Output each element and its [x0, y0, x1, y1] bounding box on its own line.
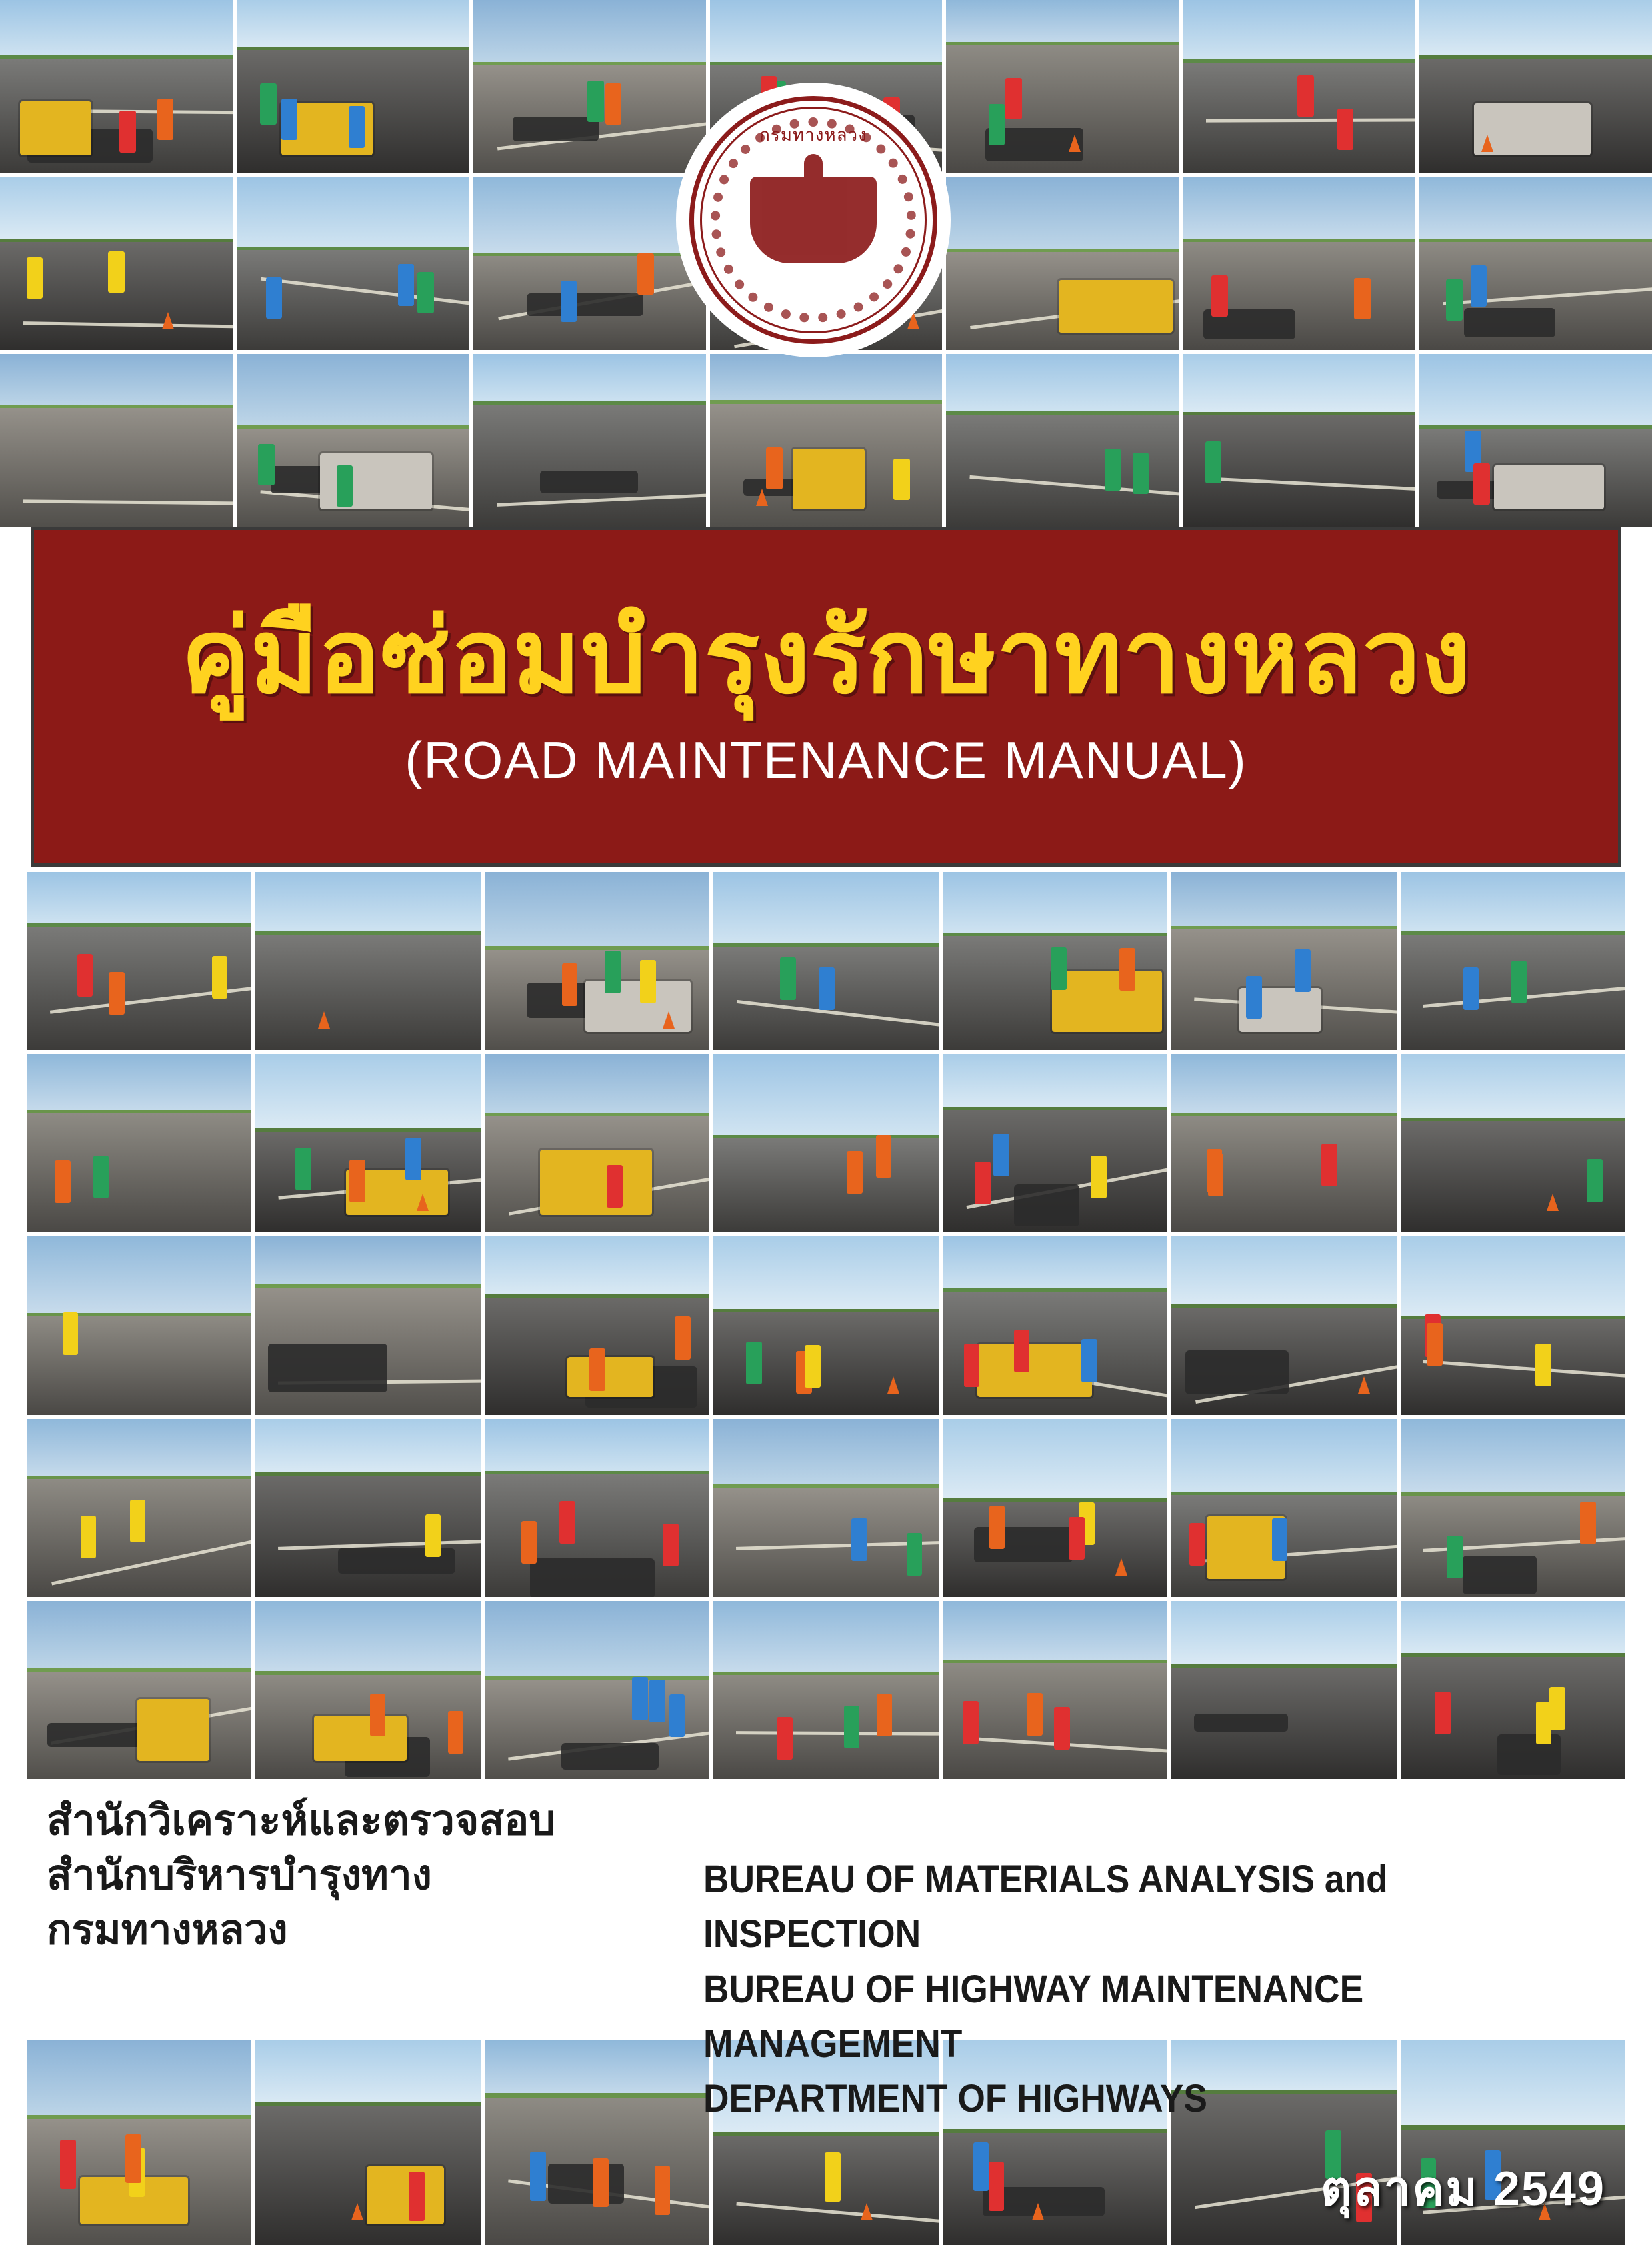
- photo-tile: [237, 177, 469, 349]
- page-title-thai: คู่มือซ่อมบำรุงรักษาทางหลวง: [181, 599, 1471, 715]
- title-banner: [31, 527, 1621, 867]
- photo-tile: [27, 872, 251, 1050]
- photo-tile: [946, 177, 1179, 349]
- photo-tile: [485, 1236, 709, 1414]
- photo-tile: [485, 1601, 709, 1779]
- photo-tile: [1183, 177, 1415, 349]
- photo-tile: [0, 0, 233, 173]
- photo-tile: [1171, 1236, 1396, 1414]
- photo-tile: [943, 1601, 1167, 1779]
- photo-tile: [27, 1419, 251, 1597]
- credits-english: [703, 1852, 1576, 2127]
- photo-tile: [27, 1601, 251, 1779]
- photo-tile: [237, 0, 469, 173]
- photo-tile: [0, 177, 233, 349]
- photo-tile: [0, 354, 233, 527]
- photo-tile: [1401, 1236, 1625, 1414]
- photo-tile: [1171, 1054, 1396, 1232]
- photo-tile: [1183, 0, 1415, 173]
- photo-tile: [255, 872, 480, 1050]
- photo-tile: [946, 0, 1179, 173]
- photo-tile: [27, 2040, 251, 2245]
- credits-thai-line-1: สำนักวิเคราะห์และตรวจสอบ: [47, 1798, 555, 1844]
- photo-tile: [27, 1054, 251, 1232]
- credits-english-line-2: BUREAU OF HIGHWAY MAINTENANCE MANAGEMENT: [703, 1967, 1364, 2066]
- photo-tile: [473, 0, 706, 173]
- credits-english-line-3: DEPARTMENT OF HIGHWAYS: [703, 2077, 1207, 2121]
- credits-thai: [47, 1794, 555, 1957]
- photo-tile: [485, 2040, 709, 2245]
- emblem-top-text: กรมทางหลวง: [759, 125, 867, 145]
- photo-tile: [1401, 1054, 1625, 1232]
- photo-tile: [943, 1419, 1167, 1597]
- photo-tile: [255, 1054, 480, 1232]
- middle-photo-mosaic: [27, 872, 1625, 1779]
- photo-tile: [255, 1419, 480, 1597]
- photo-tile: [485, 1054, 709, 1232]
- photo-tile: [943, 1054, 1167, 1232]
- photo-tile: [1171, 872, 1396, 1050]
- page-title-english: (ROAD MAINTENANCE MANUAL): [405, 730, 1247, 789]
- photo-tile: [485, 1419, 709, 1597]
- photo-tile: [1171, 1601, 1396, 1779]
- photo-tile: [943, 872, 1167, 1050]
- emblem-center-mark: [750, 177, 877, 263]
- photo-tile: [473, 354, 706, 527]
- department-of-highways-emblem: [680, 87, 947, 353]
- photo-tile: [255, 2040, 480, 2245]
- photo-tile: [1401, 1601, 1625, 1779]
- photo-tile: [713, 1601, 938, 1779]
- photo-tile: [713, 1054, 938, 1232]
- photo-tile: [946, 354, 1179, 527]
- publication-date: ตุลาคม 2549: [1320, 2162, 1605, 2216]
- photo-tile: [485, 872, 709, 1050]
- photo-tile: [27, 1236, 251, 1414]
- photo-tile: [713, 1419, 938, 1597]
- photo-tile: [255, 1601, 480, 1779]
- photo-tile: [1171, 1419, 1396, 1597]
- photo-tile: [943, 1236, 1167, 1414]
- photo-tile: [1419, 354, 1652, 527]
- photo-tile: [1419, 177, 1652, 349]
- photo-tile: [237, 354, 469, 527]
- photo-tile: [710, 354, 943, 527]
- credits-thai-line-2: สำนักบริหารบำรุงทาง: [47, 1852, 432, 1898]
- photo-tile: [255, 1236, 480, 1414]
- photo-tile: [473, 177, 706, 349]
- credits-english-line-1: BUREAU OF MATERIALS ANALYSIS and INSPECTION: [703, 1858, 1388, 1956]
- photo-tile: [713, 872, 938, 1050]
- photo-tile: [713, 1236, 938, 1414]
- photo-tile: [1401, 872, 1625, 1050]
- credits-block: [0, 1794, 1652, 2121]
- credits-thai-line-3: กรมทางหลวง: [47, 1906, 288, 1953]
- photo-tile: [1401, 1419, 1625, 1597]
- photo-tile: [1183, 354, 1415, 527]
- photo-tile: [1419, 0, 1652, 173]
